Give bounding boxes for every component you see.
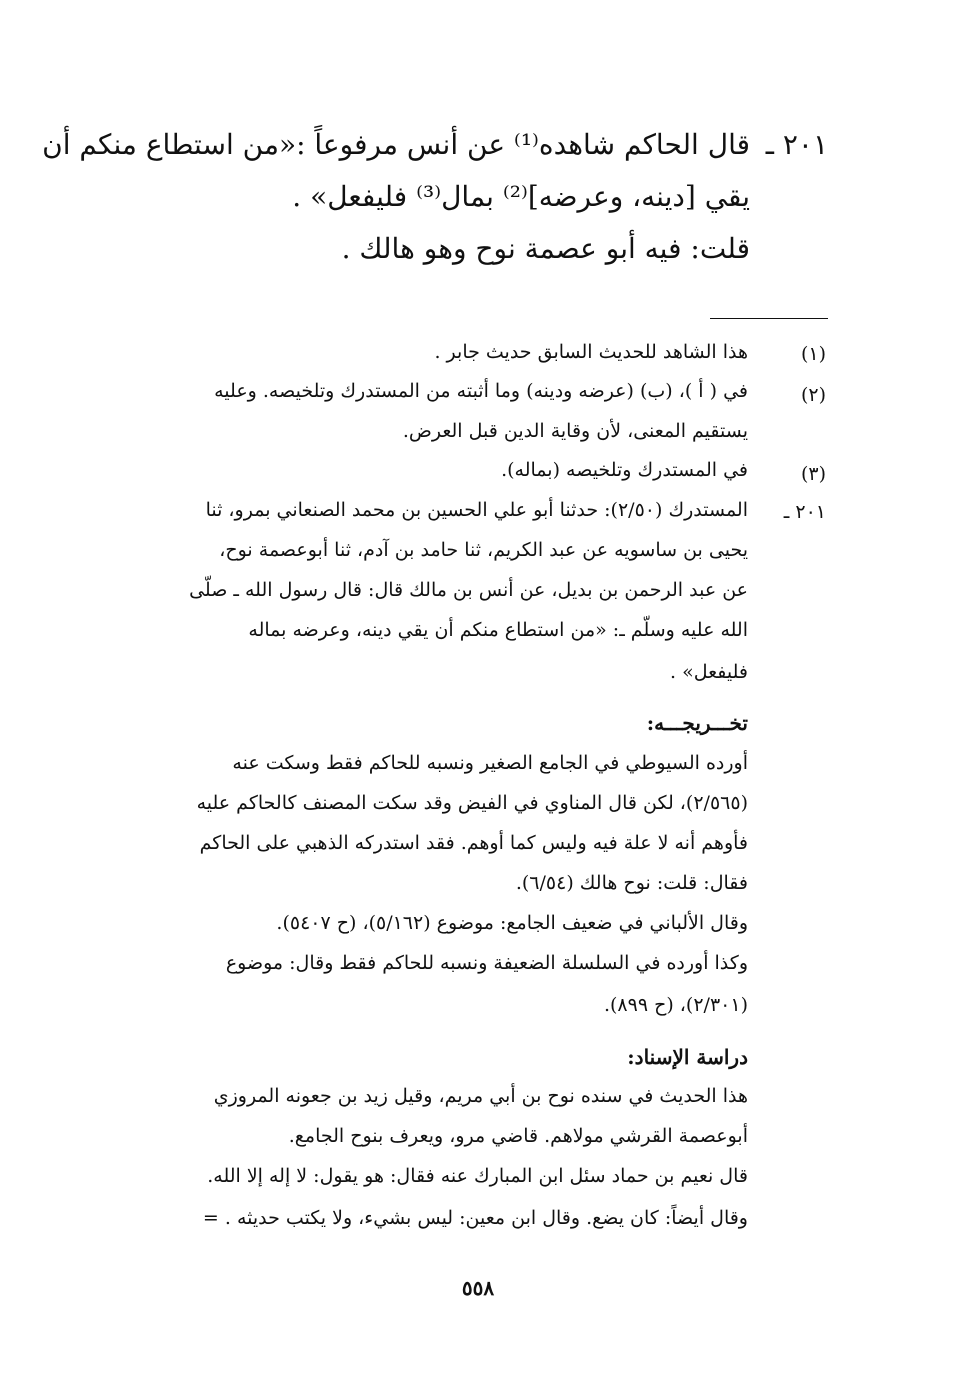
takhrij-line-7: (٢/٣٠١)، (ح ٨٩٩).: [603, 994, 748, 1016]
footnote-2-line-2: يستقيم المعنى، لأن وقاية الدين قبل العرض.: [402, 420, 748, 442]
footnote-201-line-5: فليفعل» .: [670, 661, 748, 683]
footnote-201-line-4: الله عليه وسلّم ـ: «من استطاع منكم أن يقي دينه، وعرضه بماله: [248, 619, 748, 641]
footnote-number-2: (٢): [800, 384, 826, 406]
footnote-201-line-2: يحيى بن ساسويه عن عبد الكريم، ثنا حامد بن آدم، ثنا أبوعصمة نوح،: [219, 539, 748, 561]
takhrij-line-1: أورده السيوطي في الجامع الصغير ونسبه للحاكم فقط وسكت عنه: [232, 752, 748, 774]
footnote-1-line-1: هذا الشاهد للحديث السابق حديث جابر .: [434, 341, 748, 363]
footnote-separator: [710, 318, 828, 319]
takhrij-line-3: فأوهم أنه لا علة فيه وليس كما أوهم. فقد استدركه الذهبي على الحاكم: [199, 832, 748, 854]
isnad-line-1: هذا الحديث في سنده نوح بن أبي مريم، وقيل زيد بن جعونه المروزي: [213, 1085, 748, 1107]
footnote-number-3: (٣): [800, 463, 826, 485]
takhrij-line-2: (٢/٥٦٥)، لكن قال المناوي في الفيض وقد سكت المصنف كالحاكم عليه: [196, 792, 748, 814]
hadith-line-2: يقي [دينه، وعرضه]⁽²⁾ بمال⁽³⁾ فليفعل» .: [292, 180, 750, 213]
hadith-comment: قلت: فيه أبو عصمة نوح وهو هالك .: [341, 232, 750, 265]
takhrij-heading: تخـــريجـــه:: [646, 711, 748, 735]
footnote-number-201: ٢٠١ ـ: [783, 501, 826, 523]
hadith-line-1: قال الحاكم شاهده⁽¹⁾ عن أنس مرفوعاً :«من استطاع منكم أن: [42, 128, 750, 161]
footnote-201-line-3: عن عبد الرحمن بن بديل، عن أنس بن مالك قال: قال رسول الله ـ صلّى: [189, 579, 748, 601]
takhrij-line-6: وكذا أورده في السلسلة الضعيفة ونسبه للحاكم فقط وقال: موضوع: [225, 952, 748, 974]
takhrij-line-4: فقال: قلت: نوح هالك (٦/٥٤).: [515, 872, 748, 894]
page-number: ٥٥٨: [461, 1276, 495, 1300]
isnad-heading: دراسة الإسناد:: [627, 1045, 748, 1069]
isnad-line-4: وقال أيضاً: كان يضع. وقال ابن معين: ليس بشيء، ولا يكتب حديثه . =: [202, 1207, 748, 1229]
isnad-line-2: أبوعصمة القرشي مولاهم. قاضي مرو، ويعرف بنوح الجامع.: [288, 1125, 748, 1147]
footnote-2-line-1: في ( أ )، (ب) (عرضه ودينه) وما أثبته من المستدرك وتلخيصه. وعليه: [214, 380, 748, 402]
footnote-3-line-1: في المستدرك وتلخيصه (بماله).: [501, 459, 748, 481]
footnote-number-1: (١): [800, 343, 826, 365]
isnad-line-3: قال نعيم بن حماد سئل ابن المبارك عنه فقال: هو يقول: لا إله إلا الله.: [207, 1165, 748, 1187]
footnote-201-line-1: المستدرك (٢/٥٠): حدثنا أبو علي الحسين بن محمد الصنعاني بمرو، ثنا: [205, 499, 748, 521]
takhrij-line-5: وقال الألباني في ضعيف الجامع: موضوع (٥/١٦٢)، (ح ٥٤٠٧).: [276, 912, 748, 934]
hadith-number: ٢٠١ ـ: [765, 128, 828, 161]
